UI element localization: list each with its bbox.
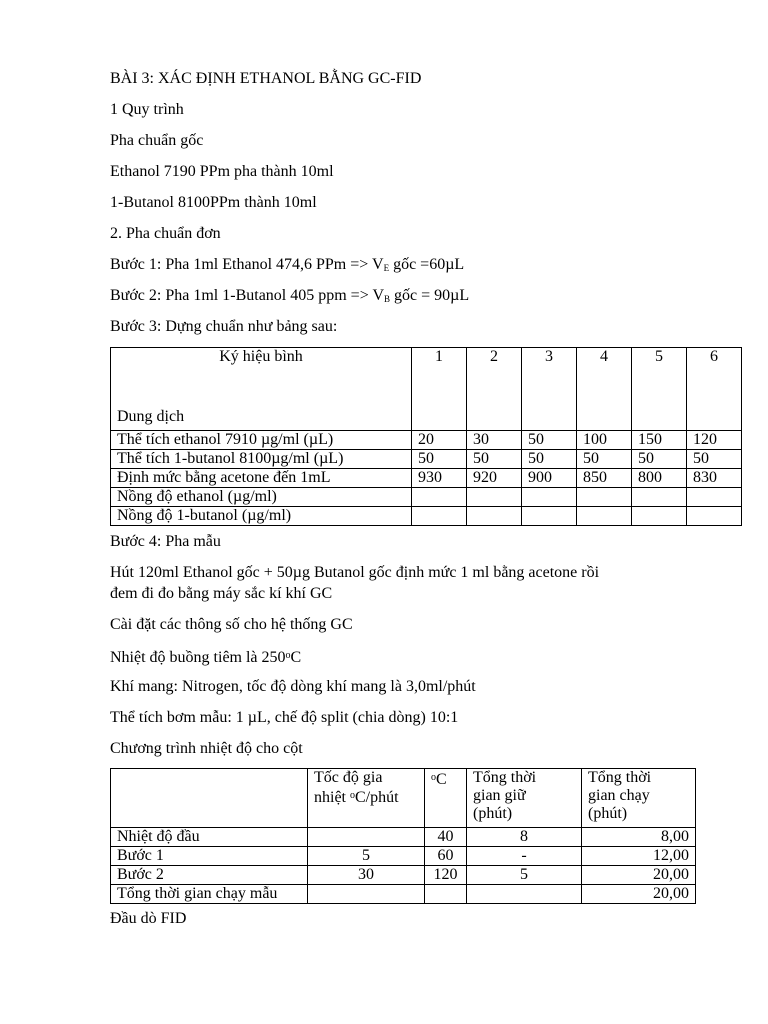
table-cell: 120 [687,431,742,450]
run-cell: 20,00 [582,866,696,885]
gc-settings-heading: Cài đặt các thông số cho hệ thống GC [110,616,353,633]
row-label: Thể tích ethanol 7910 µg/ml (µL) [111,431,412,450]
header-rate-cell [308,769,425,828]
table-cell [687,488,742,507]
rate-cell: 5 [308,847,425,866]
header-hold-line: Tổng thời [473,769,537,786]
section-heading-procedure: 1 Quy trình [110,101,184,118]
section-heading-single-standard: 2. Pha chuẩn đơn [110,225,221,242]
row-label: Tổng thời gian chạy mẫu [111,885,308,904]
table-cell [467,488,522,507]
table-cell [467,507,522,526]
injection-volume-text: Thể tích bơm mẫu: 1 µL, chế độ split (chia dòng) 10:1 [110,709,459,726]
stock-ethanol-text: Ethanol 7190 PPm pha thành 10ml [110,163,334,180]
row-label: Nồng độ 1-butanol (µg/ml) [111,507,412,526]
hold-cell: 5 [467,866,582,885]
header-hold-line: gian giữ [473,787,526,804]
header-solution-label: Dung dịch [117,408,185,425]
table-row [111,488,742,507]
rate-cell [308,885,425,904]
step-3-text: Bước 3: Dựng chuẩn như bảng sau: [110,318,338,335]
hold-cell: - [467,847,582,866]
table-cell: 50 [632,450,687,469]
stock-heading: Pha chuẩn gốc [110,132,204,149]
table-cell: 150 [632,431,687,450]
header-label-cell [111,348,412,431]
table-cell [522,507,577,526]
table-cell: 50 [577,450,632,469]
column-header: 1 [412,348,467,431]
stock-butanol-text: 1-Butanol 8100PPm thành 10ml [110,194,317,211]
header-hold-cell [467,769,582,828]
temp-cell [425,885,467,904]
table-cell: 50 [522,431,577,450]
hold-cell: 8 [467,828,582,847]
row-label: Nhiệt độ đầu [111,828,308,847]
temp-cell: 120 [425,866,467,885]
column-header: 5 [632,348,687,431]
header-hold-line: (phút) [473,805,513,822]
row-label: Bước 1 [111,847,308,866]
table-header-row [111,769,696,828]
table-cell: 50 [467,450,522,469]
carrier-gas-text: Khí mang: Nitrogen, tốc độ dòng khí mang là 3,0ml/phút [110,678,476,695]
table-header-row [111,348,742,431]
column-header: 4 [577,348,632,431]
table-row [111,431,742,450]
table-row [111,450,742,469]
temp-cell: 40 [425,828,467,847]
row-label: Nồng độ ethanol (µg/ml) [111,488,412,507]
rate-cell [308,828,425,847]
row-label: Định mức bằng acetone đến 1mL [111,469,412,488]
table-cell: 900 [522,469,577,488]
table-cell: 830 [687,469,742,488]
table-cell [632,488,687,507]
table-cell [687,507,742,526]
header-empty-cell [111,769,308,828]
table-row [111,847,696,866]
table-cell [577,488,632,507]
table-cell: 800 [632,469,687,488]
step-1-text: Bước 1: Pha 1ml Ethanol 474,6 PPm => $V_E$ gốc =60µL [110,256,465,273]
table-cell [412,507,467,526]
table-cell: 50 [687,450,742,469]
run-cell: 20,00 [582,885,696,904]
row-label: Bước 2 [111,866,308,885]
sample-prep-line-2: đem đi đo bằng máy sắc kí khí GC [110,585,333,602]
table-cell: 50 [412,450,467,469]
table-cell: 50 [522,450,577,469]
header-vessel-label: Ký hiệu bình [219,348,303,365]
standards-table [110,347,742,526]
header-run-line: gian chạy [588,787,650,804]
table-row [111,828,696,847]
step-4-text: Bước 4: Pha mẫu [110,533,221,550]
table-cell [522,488,577,507]
column-header: 6 [687,348,742,431]
table-cell: 930 [412,469,467,488]
header-run-line: (phút) [588,805,628,822]
column-header: 3 [522,348,577,431]
header-rate-line-1: Tốc độ gia [314,769,383,786]
hold-cell [467,885,582,904]
table-cell: 20 [412,431,467,450]
table-cell: 100 [577,431,632,450]
table-row [111,469,742,488]
table-cell: 30 [467,431,522,450]
header-rate-line-2: nhiệt $^o$C/phút [314,789,399,806]
table-row [111,885,696,904]
table-cell: 920 [467,469,522,488]
row-label: Thể tích 1-butanol 8100µg/ml (µL) [111,450,412,469]
header-run-line: Tổng thời [588,769,652,786]
rate-cell: 30 [308,866,425,885]
table-cell [632,507,687,526]
run-cell: 8,00 [582,828,696,847]
detector-text: Đầu dò FID [110,910,187,927]
step-2-text: Bước 2: Pha 1ml 1-Butanol 405 ppm => $V_B$ gốc = 90µL [110,287,470,304]
table-cell [577,507,632,526]
header-run-cell [582,769,696,828]
table-row [111,507,742,526]
table-cell: 850 [577,469,632,488]
header-temp-cell: $^o$C [425,769,467,828]
table-row [111,866,696,885]
temp-cell: 60 [425,847,467,866]
run-cell: 12,00 [582,847,696,866]
column-header: 2 [467,348,522,431]
sample-prep-line-1: Hút 120ml Ethanol gốc + 50µg Butanol gốc định mức 1 ml bằng acetone rồi [110,564,600,581]
temperature-program-heading: Chương trình nhiệt độ cho cột [110,740,303,757]
page-title: BÀI 3: XÁC ĐỊNH ETHANOL BẰNG GC-FID [110,70,422,87]
table-cell [412,488,467,507]
injector-temp-text: Nhiệt độ buồng tiêm là 250$^o$C [110,649,302,666]
temperature-program-table [110,768,696,904]
